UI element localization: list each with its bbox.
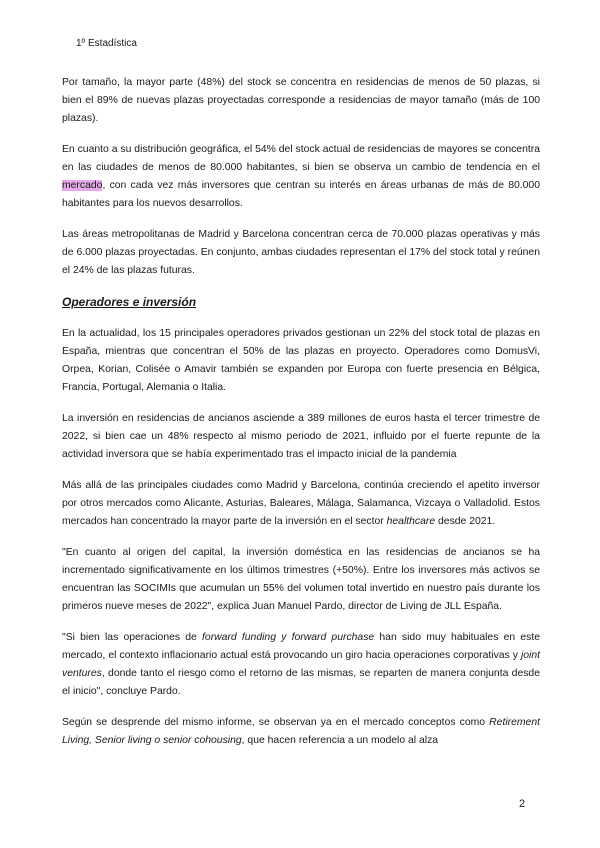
paragraph-6	[62, 477, 540, 531]
italic-term: Retirement Living, Senior living o senior cohousing	[62, 717, 540, 746]
paragraph-2	[62, 141, 540, 213]
paragraph-8-text-end: , donde tanto el riesgo como el retorno de las mismas, se reparten de manera conjunta desde el inicio", concluye Pardo.	[62, 668, 540, 697]
paragraph-4: En la actualidad, los 15 principales operadores privados gestionan un 22% del stock total de plazas en España, mientras que concentran el 50% de las plazas en proyecto. Operadores como DomusVi, Orpea, Korian, Colisée o Amavir también se expanden por Europa con fuerte presencia en Bélgica, Francia, Portugal, Alemania o Italia.	[62, 328, 540, 393]
page-number: 2	[519, 798, 526, 810]
section-heading: Operadores e inversión	[62, 295, 197, 309]
paragraph-3: Las áreas metropolitanas de Madrid y Barcelona concentran cerca de 70.000 plazas operativas y más de 6.000 plazas proyectadas. En conjunto, ambas ciudades representan el 17% del stock total y reúnen el 24% de las plazas futuras.	[62, 229, 540, 276]
italic-term: joint ventures	[62, 650, 540, 679]
paragraph-7-quote: "En cuanto al origen del capital, la inversión doméstica en las residencias de ancianos se ha incrementado significativamente en los últimos trimestres (+50%). Entre los inversores más activos se encuentran las SOCIMIs que acumulan un 55% del volumen total invertido en nuestro país durante los primeros nueve meses de 2022", explica Juan Manuel Pardo, director de Living de JLL España.	[62, 547, 540, 612]
page-header: 1º Estadística	[76, 38, 137, 49]
paragraph-6-text-end: desde 2021.	[435, 516, 496, 527]
paragraph-5: La inversión en residencias de ancianos asciende a 389 millones de euros hasta el tercer trimestre de 2022, si bien cae un 48% respecto al mismo periodo de 2021, influido por el fuerte repunte de la actividad inversora que se había experimentado tras el impacto inicial de la pandemia	[62, 413, 540, 460]
document-body	[62, 74, 540, 763]
paragraph-2-text: En cuanto a su distribución geográfica, el 54% del stock actual de residencias de mayores se concentra en las ciudades de menos de 80.000 habitantes, si bien se observa un cambio de tendencia en el	[62, 144, 540, 173]
paragraph-8-quote	[62, 629, 540, 701]
italic-term: healthcare	[386, 516, 436, 527]
paragraph-2-text-end: , con cada vez más inversores que centran su interés en áreas urbanas de más de 80.000 habitantes para los nuevos desarrollos.	[62, 180, 540, 209]
paragraph-8-text: "Si bien las operaciones de	[62, 632, 203, 643]
paragraph-1: Por tamaño, la mayor parte (48%) del stock se concentra en residencias de menos de 50 plazas, si bien el 89% de nuevas plazas proyectadas corresponde a residencias de mayor tamaño (más de 100 plazas).	[62, 77, 540, 124]
paragraph-9	[62, 714, 540, 750]
italic-term: forward funding y forward purchase	[202, 632, 375, 643]
paragraph-6-text: Más allá de las principales ciudades como Madrid y Barcelona, continúa creciendo el apetito inversor por otros mercados como Alicante, Asturias, Baleares, Málaga, Salamanca, Vizcaya o Valladolid. Estos mercados han concentrado la mayor parte de la inversión en el sector	[62, 480, 540, 527]
paragraph-8-text-mid: han sido muy habituales en este mercado, el contexto inflacionario actual está provocando un giro hacia operaciones corporativas y	[62, 632, 540, 661]
highlighted-word: mercado	[62, 180, 103, 191]
paragraph-9-text-end: , que hacen referencia a un modelo al alza	[241, 735, 439, 746]
paragraph-9-text: Según se desprende del mismo informe, se observan ya en el mercado conceptos como	[62, 717, 490, 728]
